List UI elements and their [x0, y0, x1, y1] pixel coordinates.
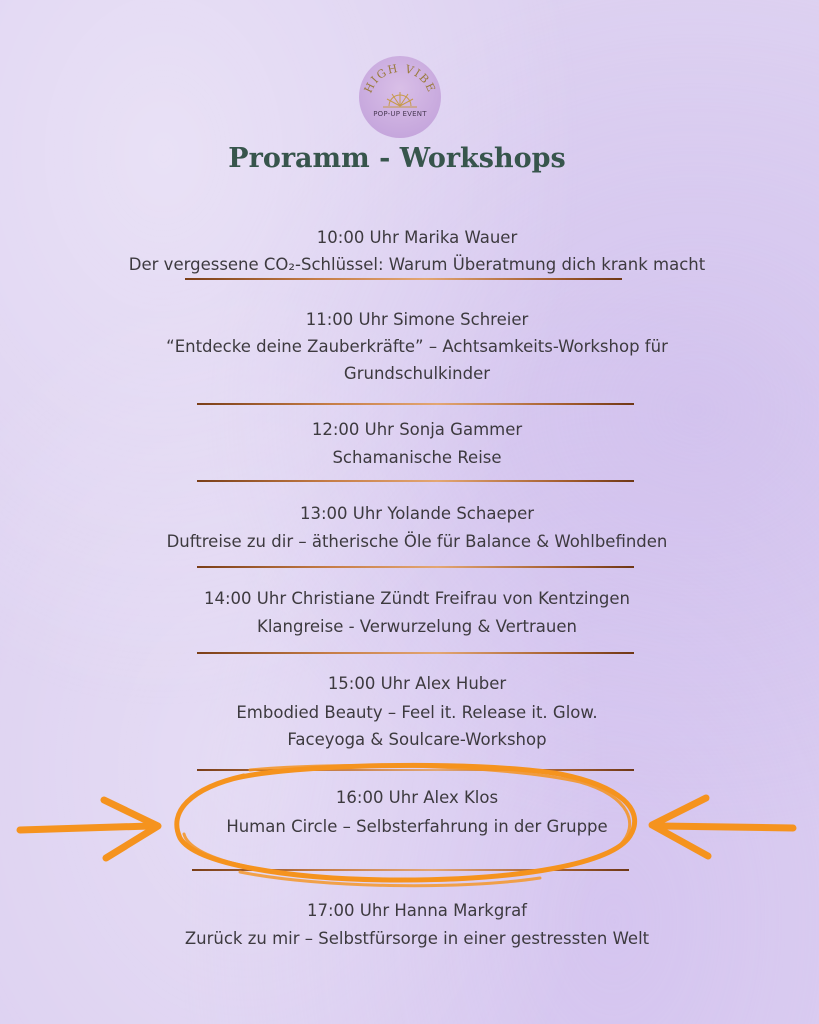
workshop-description: Der vergessene CO₂-Schlüssel: Warum Überatmung dich krank macht	[128, 255, 706, 274]
divider	[197, 769, 634, 771]
divider	[197, 652, 634, 654]
logo-subtitle: POP-UP EVENT	[373, 110, 427, 118]
sun-rays-icon	[359, 56, 441, 138]
workshop-time-speaker: 13:00 Uhr Yolande Schaeper	[299, 504, 535, 523]
workshop-time-speaker: 12:00 Uhr Sonja Gammer	[311, 420, 523, 439]
page-title: Proramm - Workshops	[228, 143, 566, 174]
workshop-time-speaker: 16:00 Uhr Alex Klos	[335, 788, 499, 807]
logo-brand-text: HIGH VIBE	[361, 61, 439, 96]
workshop-description: Duftreise zu dir – ätherische Öle für Balance & Wohlbefinden	[166, 532, 668, 551]
logo-badge	[359, 56, 441, 138]
workshop-description: Faceyoga & Soulcare-Workshop	[287, 730, 547, 749]
divider	[185, 278, 622, 280]
workshop-time-speaker: 10:00 Uhr Marika Wauer	[316, 228, 518, 247]
workshop-time-speaker: 15:00 Uhr Alex Huber	[327, 674, 507, 693]
workshop-description: Grundschulkinder	[343, 364, 491, 383]
divider	[197, 403, 634, 405]
highlight-circle	[240, 872, 540, 886]
workshop-description: Human Circle – Selbsterfahrung in der Gruppe	[226, 817, 608, 836]
workshop-description: Klangreise - Verwurzelung & Vertrauen	[257, 617, 577, 636]
workshop-description: “Entdecke deine Zauberkräfte” – Achtsamkeits-Workshop für	[166, 337, 668, 356]
workshop-time-speaker: 11:00 Uhr Simone Schreier	[305, 310, 529, 329]
workshop-time-speaker: 17:00 Uhr Hanna Markgraf	[306, 901, 527, 920]
workshop-description: Embodied Beauty – Feel it. Release it. Glow.	[236, 703, 598, 722]
workshop-description: Schamanische Reise	[332, 448, 502, 467]
divider	[192, 869, 629, 871]
workshop-time-speaker: 14:00 Uhr Christiane Zündt Freifrau von Kentzingen	[203, 589, 630, 608]
divider	[197, 480, 634, 482]
divider	[197, 566, 634, 568]
workshop-description: Zurück zu mir – Selbstfürsorge in einer gestressten Welt	[184, 929, 650, 948]
